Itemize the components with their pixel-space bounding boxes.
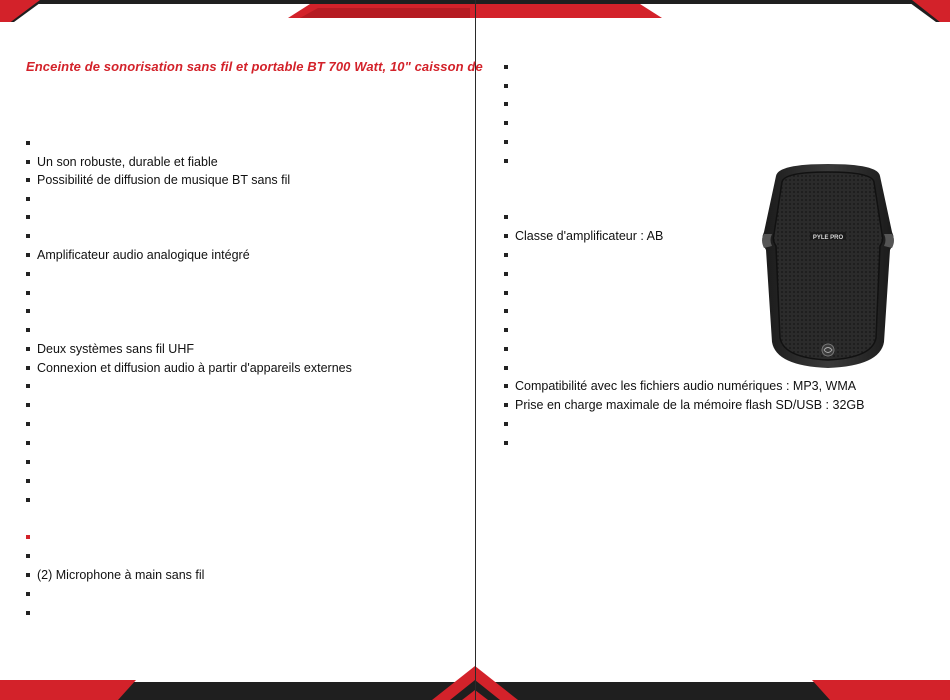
bullet-mark: [26, 535, 30, 539]
bullet-mark: [504, 234, 508, 238]
bullet-mark: [504, 84, 508, 88]
bullet-mark: [26, 272, 30, 276]
bullet-mark: [504, 159, 508, 163]
bullet-mark: [504, 347, 508, 351]
bullet-mark: [26, 328, 30, 332]
bullet-mark: [26, 422, 30, 426]
bullet-mark: [504, 403, 508, 407]
bullet-mark: [26, 460, 30, 464]
list-item-text: Compatibilité avec les fichiers audio numériques : MP3, WMA: [515, 379, 857, 393]
bullet-mark: [26, 347, 30, 351]
bullet-mark: [504, 291, 508, 295]
bullet-mark: [26, 178, 30, 182]
bullet-mark: [504, 253, 508, 257]
bullet-mark: [26, 441, 30, 445]
bullet-mark: [26, 309, 30, 313]
bullet-mark: [26, 160, 30, 164]
list-item-text: (2) Microphone à main sans fil: [37, 568, 205, 582]
bullet-mark: [26, 554, 30, 558]
speaker-product-image: [760, 162, 896, 370]
bullet-mark: [504, 215, 508, 219]
bullet-mark: [504, 140, 508, 144]
bullet-mark: [26, 611, 30, 615]
bullet-mark: [504, 102, 508, 106]
bullet-mark: [504, 121, 508, 125]
bullet-mark: [26, 366, 30, 370]
bullet-mark: [504, 309, 508, 313]
bullet-mark: [26, 479, 30, 483]
list-item-text: Amplificateur audio analogique intégré: [37, 248, 250, 262]
bullet-mark: [26, 573, 30, 577]
bullet-mark: [26, 403, 30, 407]
bullet-mark: [504, 65, 508, 69]
bullet-mark: [504, 422, 508, 426]
list-item-text: Connexion et diffusion audio à partir d'appareils externes: [37, 361, 352, 375]
bullet-mark: [504, 328, 508, 332]
bullet-mark: [26, 498, 30, 502]
list-item-text: Possibilité de diffusion de musique BT sans fil: [37, 173, 291, 187]
list-item-text: Un son robuste, durable et fiable: [37, 155, 218, 169]
bullet-mark: [26, 291, 30, 295]
list-item-text: Prise en charge maximale de la mémoire flash SD/USB : 32GB: [515, 398, 865, 412]
list-item-text: Deux systèmes sans fil UHF: [37, 342, 194, 356]
list-item-text: Classe d'amplificateur : AB: [515, 229, 664, 243]
product-title: Enceinte de sonorisation sans fil et portable BT 700 Watt, 10" caisson de: [26, 59, 483, 74]
bullet-mark: [26, 592, 30, 596]
bullet-mark: [504, 441, 508, 445]
bullet-mark: [26, 253, 30, 257]
bullet-mark: [26, 141, 30, 145]
bullet-mark: [504, 272, 508, 276]
bullet-mark: [26, 234, 30, 238]
bullet-mark: [26, 197, 30, 201]
bullet-mark: [504, 366, 508, 370]
bullet-mark: [26, 384, 30, 388]
speaker-brand-label: PYLE PRO: [812, 235, 844, 241]
bullet-mark: [26, 215, 30, 219]
bullet-mark: [504, 384, 508, 388]
